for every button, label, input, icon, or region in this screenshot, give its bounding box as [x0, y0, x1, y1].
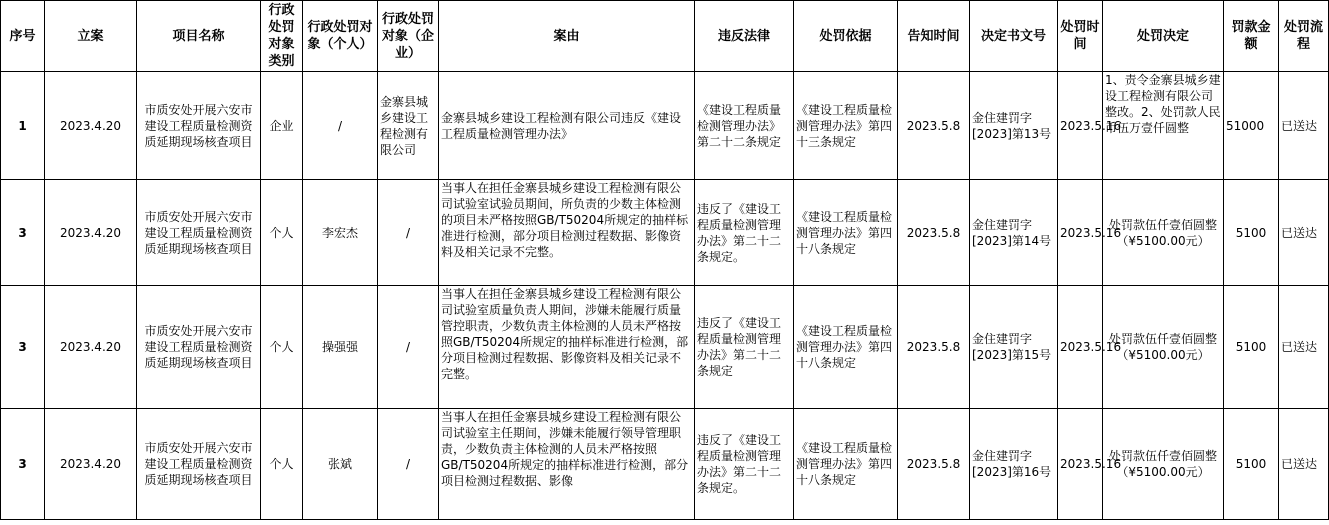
cell-flow: 已送达	[1279, 409, 1329, 520]
header-company: 行政处罚对象（企业）	[378, 1, 439, 72]
cell-basis: 《建设工程质量检测管理办法》第四十八条规定	[794, 409, 898, 520]
cell-cause-clip	[439, 409, 695, 520]
cell-project: 市质安处开展六安市建设工程质量检测资质延期现场核查项目	[137, 72, 261, 180]
cell-seq: 1	[1, 72, 45, 180]
cell-project: 市质安处开展六安市建设工程质量检测资质延期现场核查项目	[137, 180, 261, 286]
header-doc-no: 决定书文号	[970, 1, 1058, 72]
header-seq: 序号	[1, 1, 45, 72]
cell-doc-no: 金住建罚字[2023]第14号	[970, 180, 1058, 286]
cell-cause: 当事人在担任金寨县城乡建设工程检测有限公司试验室试验员期间，所负责的少数主体检测的项目未严格按照GB/T50204所规定的抽样标准进行检测，部分项目检测过程数据、影像资料及相关记录不完整。	[441, 181, 689, 259]
cell-penalty-date: 2023.5.16	[1058, 409, 1103, 520]
cell-notify-date: 2023.5.8	[898, 180, 970, 286]
header-row	[1, 1, 1329, 72]
header-basis: 处罚依据	[794, 1, 898, 72]
cell-target-type: 个人	[261, 409, 303, 520]
header-flow: 处罚流程	[1279, 1, 1329, 72]
cell-law: 《建设工程质量检测管理办法》第二十二条规定	[695, 72, 794, 180]
cell-cause: 当事人在担任金寨县城乡建设工程检测有限公司试验室主任期间，涉嫌未能履行领导管理职责，少数负责主体检测的人员未严格按照GB/T50204所规定的抽样标准进行检测，部分项目检测过程数据、影像	[441, 410, 689, 488]
cell-target-type: 企业	[261, 72, 303, 180]
cell-doc-no: 金住建罚字[2023]第16号	[970, 409, 1058, 520]
header-penalty-date: 处罚时间	[1058, 1, 1103, 72]
cell-filed: 2023.4.20	[45, 409, 137, 520]
cell-amount: 51000	[1224, 72, 1279, 180]
cell-notify-date: 2023.5.8	[898, 409, 970, 520]
cell-filed: 2023.4.20	[45, 72, 137, 180]
cell-company: /	[378, 286, 439, 409]
header-target-type: 行政处罚对象类别	[261, 1, 303, 72]
table-row	[1, 286, 1329, 409]
cell-penalty-date: 2023.5.16	[1058, 286, 1103, 409]
cell-amount: 5100	[1224, 409, 1279, 520]
cell-decision: 1、责令金寨县城乡建设工程检测有限公司整改。2、处罚款人民币伍万壹仟圆整	[1105, 73, 1221, 135]
cell-seq: 3	[1, 409, 45, 520]
cell-notify-date: 2023.5.8	[898, 286, 970, 409]
cell-seq: 3	[1, 180, 45, 286]
cell-cause: 金寨县城乡建设工程检测有限公司违反《建设工程质量检测管理办法》	[439, 72, 695, 180]
cell-target-type: 个人	[261, 180, 303, 286]
cell-filed: 2023.4.20	[45, 286, 137, 409]
cell-basis: 《建设工程质量检测管理办法》第四十三条规定	[794, 72, 898, 180]
cell-amount: 5100	[1224, 180, 1279, 286]
cell-doc-no: 金住建罚字[2023]第13号	[970, 72, 1058, 180]
cell-person: 张斌	[303, 409, 378, 520]
cell-company: 金寨县城乡建设工程检测有限公司	[378, 72, 439, 180]
cell-company: /	[378, 180, 439, 286]
cell-decision: 处罚款伍仟壹佰圆整（¥5100.00元）	[1103, 180, 1224, 286]
cell-basis: 《建设工程质量检测管理办法》第四十八条规定	[794, 180, 898, 286]
cell-project: 市质安处开展六安市建设工程质量检测资质延期现场核查项目	[137, 286, 261, 409]
header-law: 违反法律	[695, 1, 794, 72]
table-row	[1, 180, 1329, 286]
table-row	[1, 409, 1329, 520]
table-row	[1, 72, 1329, 180]
cell-decision: 处罚款伍仟壹佰圆整（¥5100.00元）	[1103, 286, 1224, 409]
cell-law: 违反了《建设工程质量检测管理办法》第二十二条规定	[695, 286, 794, 409]
cell-penalty-date: 2023.5.16	[1058, 72, 1103, 180]
cell-decision: 处罚款伍仟壹佰圆整（¥5100.00元）	[1103, 409, 1224, 520]
cell-company: /	[378, 409, 439, 520]
cell-flow: 已送达	[1279, 286, 1329, 409]
cell-flow: 已送达	[1279, 72, 1329, 180]
cell-flow: 已送达	[1279, 180, 1329, 286]
cell-cause-clip	[439, 286, 695, 409]
cell-project: 市质安处开展六安市建设工程质量检测资质延期现场核查项目	[137, 409, 261, 520]
cell-person: /	[303, 72, 378, 180]
cell-decision-clip	[1103, 72, 1224, 180]
cell-basis: 《建设工程质量检测管理办法》第四十八条规定	[794, 286, 898, 409]
cell-seq: 3	[1, 286, 45, 409]
cell-penalty-date: 2023.5.16	[1058, 180, 1103, 286]
header-project: 项目名称	[137, 1, 261, 72]
header-amount: 罚款金额	[1224, 1, 1279, 72]
cell-target-type: 个人	[261, 286, 303, 409]
cell-amount: 5100	[1224, 286, 1279, 409]
cell-law: 违反了《建设工程质量检测管理办法》第二十二条规定。	[695, 180, 794, 286]
cell-person: 李宏杰	[303, 180, 378, 286]
cell-doc-no: 金住建罚字[2023]第15号	[970, 286, 1058, 409]
cell-person: 操强强	[303, 286, 378, 409]
cell-cause-clip	[439, 180, 695, 286]
header-cause: 案由	[439, 1, 695, 72]
header-notify-date: 告知时间	[898, 1, 970, 72]
header-filed: 立案	[45, 1, 137, 72]
header-person: 行政处罚对象（个人）	[303, 1, 378, 72]
cell-law: 违反了《建设工程质量检测管理办法》第二十二条规定。	[695, 409, 794, 520]
header-decision: 处罚决定	[1103, 1, 1224, 72]
cell-filed: 2023.4.20	[45, 180, 137, 286]
cell-cause: 当事人在担任金寨县城乡建设工程检测有限公司试验室质量负责人期间，涉嫌未能履行质量管控职责，少数负责主体检测的人员未严格按照GB/T50204所规定的抽样标准进行检测，部分项目检测过程数据、影像资料及相关记录不完整。	[441, 287, 689, 381]
cell-notify-date: 2023.5.8	[898, 72, 970, 180]
